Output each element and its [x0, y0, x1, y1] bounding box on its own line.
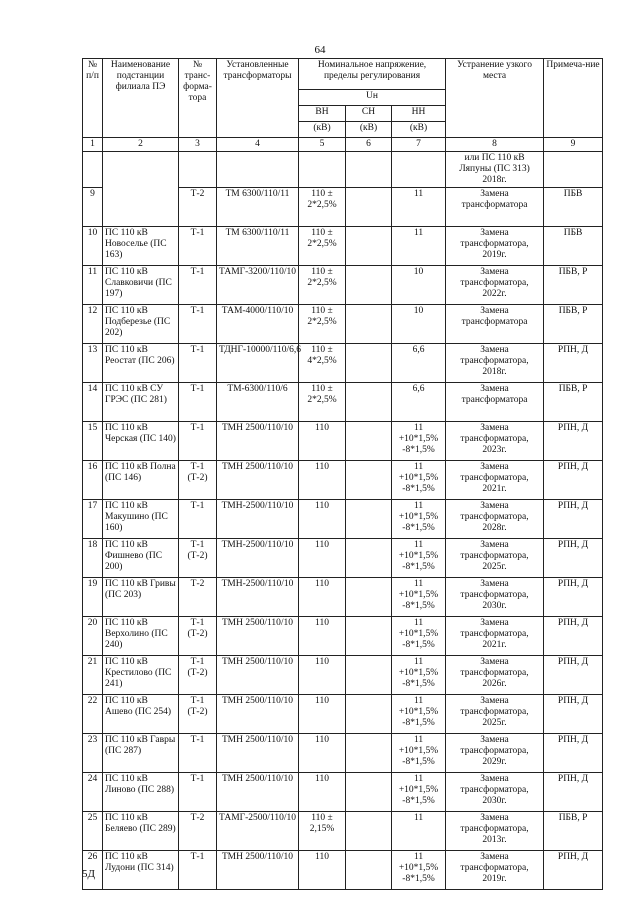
cell-transformer: Т-1 (Т-2) [179, 617, 217, 656]
table-row [83, 851, 603, 890]
cell-transformer [179, 152, 217, 188]
cell-bottleneck: Замена трансформатора, 2030г. [446, 773, 544, 812]
cell-substation: ПС 110 кВ Гривы (ПС 203) [103, 578, 179, 617]
cell-transformer: Т-2 [179, 812, 217, 851]
table-row [83, 656, 603, 695]
table-row [83, 734, 603, 773]
cell-num: 12 [83, 305, 103, 344]
cell-substation: ПС 110 кВ Крестилово (ПС 241) [103, 656, 179, 695]
cell-installed: ТМН 2500/110/10 [217, 617, 299, 656]
cell-nn: 11 [392, 227, 446, 266]
cell-sn [346, 812, 392, 851]
cell-num [83, 152, 103, 188]
cell-transformer: Т-1 (Т-2) [179, 656, 217, 695]
cell-transformer: Т-1 (Т-2) [179, 461, 217, 500]
cell-installed: ТАМГ-3200/110/10 [217, 266, 299, 305]
table-row [83, 227, 603, 266]
cell-vn: 110 [299, 617, 346, 656]
cell-substation: ПС 110 кВ Лудони (ПС 314) [103, 851, 179, 890]
cell-sn [346, 152, 392, 188]
table-row [83, 344, 603, 383]
table-row [83, 383, 603, 422]
cell-vn: 110 ± 4*2,5% [299, 344, 346, 383]
cell-vn: 110 ± 2*2,5% [299, 383, 346, 422]
cell-sn [346, 422, 392, 461]
cell-bottleneck: Замена трансформатора, 2026г. [446, 656, 544, 695]
cell-substation: ПС 110 кВ СУ ГРЭС (ПС 281) [103, 383, 179, 422]
table-row [83, 305, 603, 344]
header-note: Примеча-ние [544, 59, 603, 138]
cell-nn: 11 +10*1,5% -8*1,5% [392, 773, 446, 812]
cell-installed: ТМН-2500/110/10 [217, 539, 299, 578]
cell-bottleneck: Замена трансформатора, 2030г. [446, 578, 544, 617]
cell-sn [346, 851, 392, 890]
cell-sn [346, 578, 392, 617]
cell-substation: ПС 110 кВ Подберезье (ПС 202) [103, 305, 179, 344]
header-voltage: Номинальное напряжение, пределы регулирования [299, 59, 446, 90]
cell-nn: 10 [392, 305, 446, 344]
cell-installed: ТМН 2500/110/10 [217, 422, 299, 461]
cell-vn: 110 [299, 695, 346, 734]
cell-nn [392, 152, 446, 188]
cell-vn: 110 [299, 734, 346, 773]
cell-num: 17 [83, 500, 103, 539]
cell-substation: ПС 110 кВ Реостат (ПС 206) [103, 344, 179, 383]
cell-sn [346, 734, 392, 773]
cell-bottleneck: Замена трансформатора, 2025г. [446, 539, 544, 578]
cell-sn [346, 500, 392, 539]
table-row [83, 461, 603, 500]
cell-transformer: Т-1 (Т-2) [179, 539, 217, 578]
cell-transformer: Т-2 [179, 578, 217, 617]
continuation-row [83, 152, 603, 188]
cell-installed: ТМН 2500/110/10 [217, 656, 299, 695]
cell-transformer: Т-1 [179, 734, 217, 773]
header-bottleneck: Устранение узкого места [446, 59, 544, 138]
cell-note: РПН, Д [544, 656, 603, 695]
header-installed: Установленные трансформаторы [217, 59, 299, 138]
cell-nn: 10 [392, 266, 446, 305]
cell-bottleneck: Замена трансформатора, 2028г. [446, 500, 544, 539]
cell-bottleneck: Замена трансформатора, 2025г. [446, 695, 544, 734]
cell-substation: ПС 110 кВ Линово (ПС 288) [103, 773, 179, 812]
header-num: № п/п [83, 59, 103, 138]
cell-transformer: Т-1 [179, 383, 217, 422]
cell-note: РПН, Д [544, 500, 603, 539]
header-unit-sn: (кВ) [346, 122, 392, 138]
column-index: 5 [299, 138, 346, 152]
cell-substation: ПС 110 кВ Ашево (ПС 254) [103, 695, 179, 734]
cell-nn: 11 [392, 812, 446, 851]
cell-bottleneck: Замена трансформатора, 2018г. [446, 344, 544, 383]
cell-note: РПН, Д [544, 734, 603, 773]
cell-nn: 11 +10*1,5% -8*1,5% [392, 539, 446, 578]
cell-nn: 11 +10*1,5% -8*1,5% [392, 851, 446, 890]
cell-bottleneck: Замена трансформатора, 2023г. [446, 422, 544, 461]
table-row [83, 812, 603, 851]
cell-installed: ТМ-6300/110/6 [217, 383, 299, 422]
cell-transformer: Т-1 (Т-2) [179, 695, 217, 734]
cell-vn [299, 152, 346, 188]
cell-substation: ПС 110 кВ Верхолино (ПС 240) [103, 617, 179, 656]
page-number: 64 [314, 44, 326, 56]
table-header [83, 59, 603, 152]
cell-note: РПН, Д [544, 422, 603, 461]
cell-sn [346, 461, 392, 500]
cell-installed: ТМН 2500/110/10 [217, 695, 299, 734]
cell-sn [346, 305, 392, 344]
table-row [83, 266, 603, 305]
cell-sn [346, 266, 392, 305]
footer-mark: 5Д [82, 868, 96, 880]
cell-transformer: Т-1 [179, 851, 217, 890]
column-index: 2 [103, 138, 179, 152]
cell-bottleneck: или ПС 110 кВ Ляпуны (ПС 313) 2018г. [446, 152, 544, 188]
column-index: 1 [83, 138, 103, 152]
cell-note: ПБВ, Р [544, 266, 603, 305]
cell-bottleneck: Замена трансформатора [446, 305, 544, 344]
cell-sn [346, 539, 392, 578]
cell-vn: 110 [299, 578, 346, 617]
cell-substation: ПС 110 кВ Беляево (ПС 289) [103, 812, 179, 851]
cell-sn [346, 773, 392, 812]
cell-num: 14 [83, 383, 103, 422]
cell-installed: ТМН 2500/110/10 [217, 461, 299, 500]
cell-num: 21 [83, 656, 103, 695]
header-vn: ВН [299, 106, 346, 122]
cell-num: 24 [83, 773, 103, 812]
cell-note: РПН, Д [544, 695, 603, 734]
transformer-table [82, 58, 603, 890]
cell-vn: 110 [299, 851, 346, 890]
cell-note: РПН, Д [544, 773, 603, 812]
cell-num: 23 [83, 734, 103, 773]
cell-sn [346, 344, 392, 383]
cell-transformer: Т-2 [179, 188, 217, 227]
cell-vn: 110 ± 2*2,5% [299, 305, 346, 344]
cell-vn: 110 ± 2,15% [299, 812, 346, 851]
cell-sn [346, 188, 392, 227]
cell-num: 19 [83, 578, 103, 617]
column-index: 7 [392, 138, 446, 152]
cell-num: 16 [83, 461, 103, 500]
cell-vn: 110 ± 2*2,5% [299, 266, 346, 305]
cell-note: РПН, Д [544, 578, 603, 617]
cell-substation: ПС 110 кВ Новоселье (ПС 163) [103, 227, 179, 266]
header-unit-nn: (кВ) [392, 122, 446, 138]
cell-note: ПБВ, Р [544, 383, 603, 422]
header-substation: Наименование подстанции филиала ПЭ [103, 59, 179, 138]
cell-nn: 11 +10*1,5% -8*1,5% [392, 578, 446, 617]
cell-substation: ПС 110 кВ Черская (ПС 140) [103, 422, 179, 461]
cell-note: РПН, Д [544, 617, 603, 656]
column-index: 4 [217, 138, 299, 152]
cell-vn: 110 [299, 773, 346, 812]
cell-substation: ПС 110 кВ Славковичи (ПС 197) [103, 266, 179, 305]
cell-bottleneck: Замена трансформатора, 2021г. [446, 461, 544, 500]
table-row [83, 422, 603, 461]
table-body [83, 152, 603, 890]
cell-nn: 6,6 [392, 383, 446, 422]
cell-note: ПБВ [544, 227, 603, 266]
cell-num: 26 [83, 851, 103, 890]
cell-installed: ТМН-2500/110/10 [217, 578, 299, 617]
header-nn: НН [392, 106, 446, 122]
cell-num: 15 [83, 422, 103, 461]
cell-num: 22 [83, 695, 103, 734]
column-index: 9 [544, 138, 603, 152]
cell-transformer: Т-1 [179, 266, 217, 305]
cell-transformer: Т-1 [179, 344, 217, 383]
header-un: Uн [299, 90, 446, 106]
table-row [83, 578, 603, 617]
cell-vn: 110 ± 2*2,5% [299, 188, 346, 227]
cell-bottleneck: Замена трансформатора, 2019г. [446, 851, 544, 890]
table-row [83, 773, 603, 812]
cell-vn: 110 [299, 461, 346, 500]
cell-transformer: Т-1 [179, 305, 217, 344]
cell-bottleneck: Замена трансформатора [446, 383, 544, 422]
cell-nn: 6,6 [392, 344, 446, 383]
cell-num: 10 [83, 227, 103, 266]
cell-nn: 11 +10*1,5% -8*1,5% [392, 500, 446, 539]
cell-vn: 110 [299, 422, 346, 461]
cell-sn [346, 656, 392, 695]
cell-vn: 110 [299, 656, 346, 695]
cell-num: 11 [83, 266, 103, 305]
cell-vn: 110 [299, 500, 346, 539]
column-index: 3 [179, 138, 217, 152]
cell-nn: 11 +10*1,5% -8*1,5% [392, 734, 446, 773]
cell-installed: ТМ 6300/110/11 [217, 227, 299, 266]
cell-substation: ПС 110 кВ Гавры (ПС 287) [103, 734, 179, 773]
cell-bottleneck: Замена трансформатора, 2022г. [446, 266, 544, 305]
cell-sn [346, 695, 392, 734]
cell-note: РПН, Д [544, 461, 603, 500]
cell-bottleneck: Замена трансформатора, 2021г. [446, 617, 544, 656]
cell-num: 9 [83, 188, 103, 227]
cell-num: 25 [83, 812, 103, 851]
cell-note: РПН, Д [544, 851, 603, 890]
cell-installed: ТМ 6300/110/11 [217, 188, 299, 227]
cell-bottleneck: Замена трансформатора [446, 188, 544, 227]
cell-vn: 110 ± 2*2,5% [299, 227, 346, 266]
column-index: 8 [446, 138, 544, 152]
cell-transformer: Т-1 [179, 422, 217, 461]
cell-substation: ПС 110 кВ Фишнево (ПС 200) [103, 539, 179, 578]
cell-nn: 11 +10*1,5% -8*1,5% [392, 617, 446, 656]
cell-note [544, 152, 603, 188]
cell-installed: ТАМ-4000/110/10 [217, 305, 299, 344]
cell-nn: 11 [392, 188, 446, 227]
cell-nn: 11 +10*1,5% -8*1,5% [392, 422, 446, 461]
cell-installed: ТАМГ-2500/110/10 [217, 812, 299, 851]
cell-nn: 11 +10*1,5% -8*1,5% [392, 656, 446, 695]
cell-bottleneck: Замена трансформатора, 2029г. [446, 734, 544, 773]
header-unit-vn: (кВ) [299, 122, 346, 138]
cell-note: РПН, Д [544, 539, 603, 578]
cell-substation: ПС 110 кВ Макушино (ПС 160) [103, 500, 179, 539]
cell-note: РПН, Д [544, 344, 603, 383]
column-index: 6 [346, 138, 392, 152]
cell-installed [217, 152, 299, 188]
cell-installed: ТМН 2500/110/10 [217, 734, 299, 773]
cell-transformer: Т-1 [179, 773, 217, 812]
cell-installed: ТМН 2500/110/10 [217, 851, 299, 890]
table-row [83, 539, 603, 578]
column-index-row [83, 138, 603, 152]
cell-note: ПБВ [544, 188, 603, 227]
cell-num: 18 [83, 539, 103, 578]
cell-installed: ТДНГ-10000/110/6,6 [217, 344, 299, 383]
cell-bottleneck: Замена трансформатора, 2013г. [446, 812, 544, 851]
table-row [83, 500, 603, 539]
cell-num: 20 [83, 617, 103, 656]
cell-vn: 110 [299, 539, 346, 578]
cell-substation [103, 152, 179, 227]
cell-sn [346, 227, 392, 266]
cell-installed: ТМН 2500/110/10 [217, 773, 299, 812]
cell-installed: ТМН-2500/110/10 [217, 500, 299, 539]
cell-nn: 11 +10*1,5% -8*1,5% [392, 461, 446, 500]
cell-sn [346, 617, 392, 656]
cell-note: ПБВ, Р [544, 812, 603, 851]
cell-nn: 11 +10*1,5% -8*1,5% [392, 695, 446, 734]
cell-substation: ПС 110 кВ Полна (ПС 146) [103, 461, 179, 500]
cell-bottleneck: Замена трансформатора, 2019г. [446, 227, 544, 266]
cell-transformer: Т-1 [179, 500, 217, 539]
table-row [83, 617, 603, 656]
cell-num: 13 [83, 344, 103, 383]
header-sn: СН [346, 106, 392, 122]
table-row [83, 695, 603, 734]
cell-note: ПБВ, Р [544, 305, 603, 344]
cell-transformer: Т-1 [179, 227, 217, 266]
header-transformer-no: № транс-форма-тора [179, 59, 217, 138]
cell-sn [346, 383, 392, 422]
